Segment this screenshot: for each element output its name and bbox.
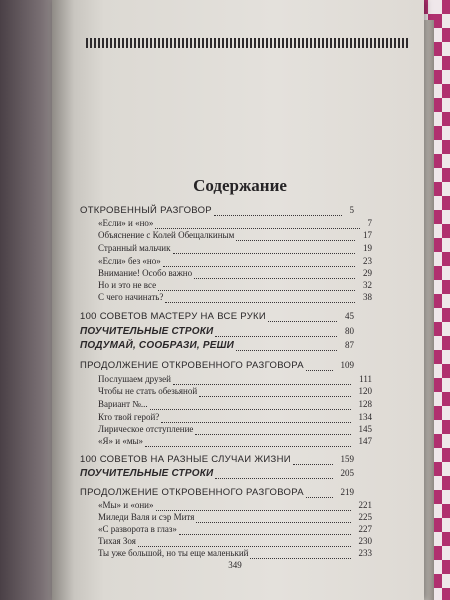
toc-entry-label: «С разворота в глаз»: [98, 524, 177, 534]
toc-entry: [80, 468, 354, 480]
dot-leader: [195, 426, 350, 435]
toc-entry: [80, 256, 372, 268]
toc-entry: [80, 512, 372, 524]
toc-entry-label: ПОУЧИТЕЛЬНЫЕ СТРОКИ: [80, 326, 214, 337]
toc-entry-page: 32: [363, 280, 372, 290]
toc-entry-label: Странный мальчик: [98, 243, 171, 253]
dot-leader: [150, 401, 351, 410]
toc-entry-label: Чтобы не стать обезьяной: [98, 386, 198, 396]
toc-entry-page: 147: [358, 436, 372, 446]
toc-entry-page: 230: [358, 536, 372, 546]
dot-leader: [158, 282, 355, 291]
toc-entry-page: 219: [340, 487, 354, 497]
toc-entry-page: 145: [358, 424, 372, 434]
decorative-stripe-band: [86, 38, 408, 48]
toc-entry-page: 87: [345, 340, 354, 350]
toc-entry-page: 38: [363, 292, 372, 302]
dot-leader: [236, 342, 337, 351]
dot-leader: [179, 526, 351, 535]
dot-leader: [163, 258, 355, 267]
toc-entry: [80, 205, 354, 217]
toc-entry-page: 111: [359, 374, 372, 384]
toc-entry-page: 109: [340, 360, 354, 370]
toc-entry: [80, 340, 354, 352]
toc-entry: [80, 243, 372, 255]
toc-entry: [80, 487, 354, 499]
dot-leader: [306, 362, 333, 371]
dot-leader: [215, 328, 337, 337]
dot-leader: [293, 456, 333, 465]
toc-entry: [80, 386, 372, 398]
toc-entry-label: «Мы» и «они»: [98, 500, 154, 510]
toc-entry-page: 134: [358, 412, 372, 422]
toc-entry-label: Но и это не все: [98, 280, 157, 290]
toc-entry: [80, 360, 354, 372]
toc-entry: [80, 292, 372, 304]
toc-entry-page: 159: [340, 454, 354, 464]
dot-leader: [215, 470, 332, 479]
toc-entry: [80, 268, 372, 280]
dot-leader: [173, 376, 351, 385]
dot-leader: [214, 207, 342, 216]
toc-entry-page: 23: [363, 256, 372, 266]
toc-entry-label: Объяснение с Колей Обещалкиным: [98, 230, 235, 240]
dot-leader: [156, 502, 351, 511]
toc-entry-page: 120: [358, 386, 372, 396]
toc-entry-label: ПРОДОЛЖЕНИЕ ОТКРОВЕННОГО РАЗГОВОРА: [80, 360, 304, 371]
toc-entry: [80, 326, 354, 338]
toc-entry-label: «Я» и «мы»: [98, 436, 144, 446]
dot-leader: [236, 232, 355, 241]
toc-entry-label: С чего начинать?: [98, 292, 164, 302]
toc-entry-page: 221: [358, 500, 372, 510]
dot-leader: [194, 270, 355, 279]
toc-entry-label: 100 СОВЕТОВ МАСТЕРУ НА ВСЕ РУКИ: [80, 311, 266, 322]
toc-entry-label: Тихая Зоя: [98, 536, 136, 546]
dot-leader: [306, 489, 333, 498]
toc-entry: [80, 424, 372, 436]
dot-leader: [155, 220, 359, 229]
toc-entry: [80, 536, 372, 548]
toc-entry-label: ОТКРОВЕННЫЙ РАЗГОВОР: [80, 205, 212, 216]
toc-entry-page: 225: [358, 512, 372, 522]
dot-leader: [199, 388, 350, 397]
dot-leader: [173, 245, 355, 254]
toc-entry-label: Миледи Валя и сэр Митя: [98, 512, 195, 522]
dot-leader: [196, 514, 350, 523]
toc-entry: [80, 436, 372, 448]
toc-entry: [80, 399, 372, 411]
toc-entry-label: Ты уже большой, но ты еще маленький: [98, 548, 249, 558]
toc-entry-label: Лирическое отступление: [98, 424, 194, 434]
toc-entry: [80, 548, 372, 560]
toc-entry-page: 17: [363, 230, 372, 240]
toc-entry-page: 19: [363, 243, 372, 253]
toc-entry-label: ПОУЧИТЕЛЬНЫЕ СТРОКИ: [80, 468, 214, 479]
dot-leader: [250, 550, 350, 559]
dot-leader: [138, 538, 351, 547]
dot-leader: [165, 294, 355, 303]
page-number: 349: [228, 560, 242, 570]
toc-entry-label: Послушаем друзей: [98, 374, 171, 384]
toc-entry-page: 233: [358, 548, 372, 558]
toc-entry-label: Вариант №...: [98, 399, 148, 409]
toc-entry: [80, 311, 354, 323]
toc-entry: [80, 374, 372, 386]
toc-entry: [80, 280, 372, 292]
toc-entry: [80, 412, 372, 424]
toc-entry-page: 205: [340, 468, 354, 478]
toc-entry: [80, 218, 372, 230]
dot-leader: [161, 414, 350, 423]
toc-entry-page: 7: [367, 218, 372, 228]
toc-entry-label: «Если» и «но»: [98, 218, 154, 228]
toc-entry: [80, 454, 354, 466]
toc-entry-label: Внимание! Особо важно: [98, 268, 193, 278]
toc-entry-page: 29: [363, 268, 372, 278]
toc-entry-page: 128: [358, 399, 372, 409]
toc-entry: [80, 524, 372, 536]
toc-entry: [80, 230, 372, 242]
toc-entry-label: 100 СОВЕТОВ НА РАЗНЫЕ СЛУЧАИ ЖИЗНИ: [80, 454, 291, 465]
dot-leader: [268, 313, 337, 322]
toc-entry-page: 5: [349, 205, 354, 215]
toc-entry-page: 227: [358, 524, 372, 534]
toc-entry-page: 45: [345, 311, 354, 321]
toc-entry-label: Кто твой герой?: [98, 412, 160, 422]
toc-entry-label: «Если» без «но»: [98, 256, 161, 266]
toc-entry-label: ПОДУМАЙ, СООБРАЗИ, РЕШИ: [80, 340, 234, 351]
toc-entry: [80, 500, 372, 512]
toc-entry-label: ПРОДОЛЖЕНИЕ ОТКРОВЕННОГО РАЗГОВОРА: [80, 487, 304, 498]
toc-entry-page: 80: [345, 326, 354, 336]
contents-heading: Содержание: [193, 176, 287, 195]
dot-leader: [145, 438, 350, 447]
book-gutter-shadow: [0, 0, 60, 600]
